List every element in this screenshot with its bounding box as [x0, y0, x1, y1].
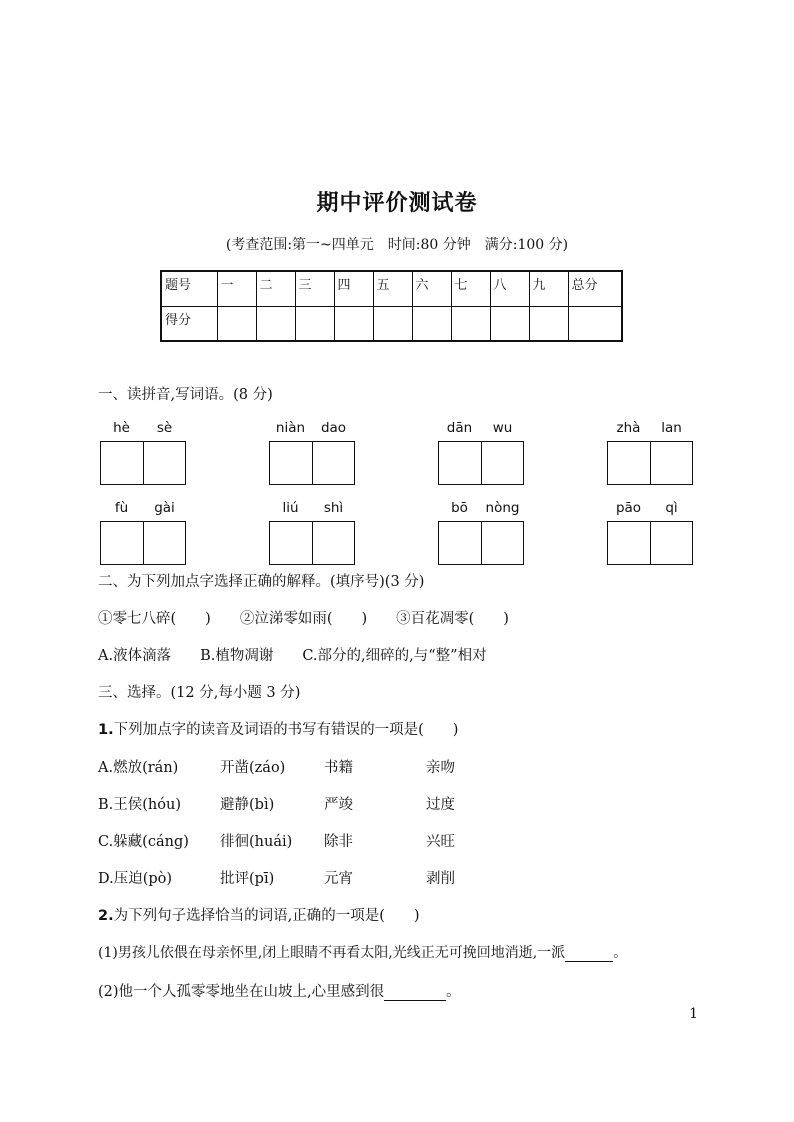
score-input-cell[interactable]	[412, 306, 451, 341]
pinyin-syllable: bō	[451, 500, 468, 516]
pinyin-syllable: hè	[113, 420, 130, 436]
pinyin-syllable: nòng	[485, 500, 520, 516]
section-3-heading: 三、选择。(12 分,每小题 3 分)	[98, 685, 301, 701]
score-row-label: 得分	[161, 306, 217, 341]
score-table	[160, 270, 623, 342]
pinyin-syllable: fù	[114, 500, 129, 516]
question-2-sentence-1	[98, 942, 627, 962]
score-input-cell[interactable]	[373, 306, 412, 341]
score-cell: 四	[334, 271, 373, 306]
exam-info: (考查范围:第一~四单元 时间:80 分钟 满分:100 分)	[225, 237, 569, 253]
pinyin-label	[100, 420, 186, 436]
pinyin-syllable: lan	[661, 420, 682, 436]
score-input-cell[interactable]	[451, 306, 490, 341]
question-number: 2.	[98, 908, 114, 924]
score-cell: 三	[295, 271, 334, 306]
question-text: 为下列句子选择恰当的词语,正确的一项是( )	[113, 908, 420, 924]
score-input-cell[interactable]	[490, 306, 529, 341]
sentence-end: 。	[446, 984, 461, 1000]
pinyin-label	[438, 420, 524, 436]
pinyin-label	[100, 500, 186, 516]
choice-b-col2: 避静(bì)	[220, 797, 275, 813]
score-cell: 六	[412, 271, 451, 306]
pinyin-syllable: wu	[492, 420, 513, 436]
sentence-text: (1)男孩儿依偎在母亲怀里,闭上眼睛不再看太阳,光线正无可挽回地消逝,一派	[98, 945, 566, 961]
score-cell: 一	[217, 271, 256, 306]
pinyin-label	[607, 420, 693, 436]
pinyin-syllable: pāo	[615, 500, 642, 516]
score-input-cell[interactable]	[334, 306, 373, 341]
choice-c-col4: 兴旺	[426, 834, 455, 850]
answer-blank[interactable]	[384, 984, 446, 1001]
writing-box[interactable]	[100, 521, 186, 565]
section-2-options: A.液体滴落 B.植物凋谢 C.部分的,细碎的,与“整”相对	[98, 648, 487, 664]
choice-c-col3: 除非	[324, 834, 353, 850]
score-cell: 七	[451, 271, 490, 306]
score-input-cell[interactable]	[529, 306, 568, 341]
score-input-cell[interactable]	[295, 306, 334, 341]
writing-box[interactable]	[438, 521, 524, 565]
pinyin-syllable: dān	[446, 420, 473, 436]
writing-box[interactable]	[438, 441, 524, 485]
question-text: 下列加点字的读音及词语的书写有错误的一项是( )	[113, 722, 459, 738]
score-input-cell[interactable]	[256, 306, 295, 341]
choice-a-col2: 开凿(záo)	[220, 760, 286, 776]
score-input-cell[interactable]	[568, 306, 622, 341]
choice-b-col4: 过度	[426, 797, 455, 813]
pinyin-syllable: dao	[320, 420, 347, 436]
sentence-end: 。	[613, 945, 628, 961]
score-cell: 题号	[161, 271, 217, 306]
pinyin-syllable: zhà	[616, 420, 641, 436]
score-cell: 五	[373, 271, 412, 306]
question-2	[98, 904, 420, 925]
question-2-sentence-2	[98, 980, 461, 1001]
pinyin-syllable: gài	[154, 500, 175, 516]
writing-box[interactable]	[269, 441, 355, 485]
choice-c-col2: 徘徊(huái)	[220, 834, 293, 850]
score-cell: 总分	[568, 271, 622, 306]
section-2-questions: ①零七八碎( ) ②泣涕零如雨( ) ③百花凋零( )	[98, 611, 509, 627]
pinyin-syllable: qì	[665, 500, 678, 516]
pinyin-label	[438, 500, 524, 516]
pinyin-label	[607, 500, 693, 516]
choice-a-col1: A.燃放(rán)	[98, 760, 179, 776]
score-input-cell[interactable]	[217, 306, 256, 341]
pinyin-label	[269, 500, 355, 516]
writing-box[interactable]	[269, 521, 355, 565]
choice-a-col3: 书籍	[324, 760, 353, 776]
page-title: 期中评价测试卷	[316, 190, 478, 216]
writing-box[interactable]	[100, 441, 186, 485]
choice-grid	[98, 756, 618, 916]
question-1	[98, 718, 458, 739]
page-number: 1	[689, 1006, 698, 1022]
section-1-heading: 一、读拼音,写词语。(8 分)	[98, 387, 273, 403]
answer-blank[interactable]	[565, 945, 613, 962]
pinyin-syllable: sè	[156, 420, 173, 436]
score-table-header-row	[161, 271, 622, 306]
choice-d-col1: D.压迫(pò)	[98, 871, 173, 887]
choice-b-col3: 严竣	[324, 797, 353, 813]
choice-d-col2: 批评(pī)	[220, 871, 275, 887]
writing-box[interactable]	[607, 441, 693, 485]
writing-box[interactable]	[607, 521, 693, 565]
choice-c-col1: C.躲藏(cáng)	[98, 834, 189, 850]
pinyin-label	[269, 420, 355, 436]
choice-d-col3: 元宵	[324, 871, 353, 887]
score-table-score-row	[161, 306, 622, 341]
score-cell: 二	[256, 271, 295, 306]
pinyin-syllable: shì	[323, 500, 344, 516]
choice-b-col1: B.王侯(hóu)	[98, 797, 181, 813]
score-cell: 八	[490, 271, 529, 306]
score-cell: 九	[529, 271, 568, 306]
question-number: 1.	[98, 722, 114, 738]
pinyin-syllable: niàn	[275, 420, 306, 436]
pinyin-syllable: liú	[282, 500, 299, 516]
choice-a-col4: 亲吻	[426, 760, 455, 776]
choice-d-col4: 剥削	[426, 871, 455, 887]
sentence-text: (2)他一个人孤零零地坐在山坡上,心里感到很	[98, 984, 385, 1000]
section-2-heading: 二、为下列加点字选择正确的解释。(填序号)(3 分)	[98, 574, 425, 590]
